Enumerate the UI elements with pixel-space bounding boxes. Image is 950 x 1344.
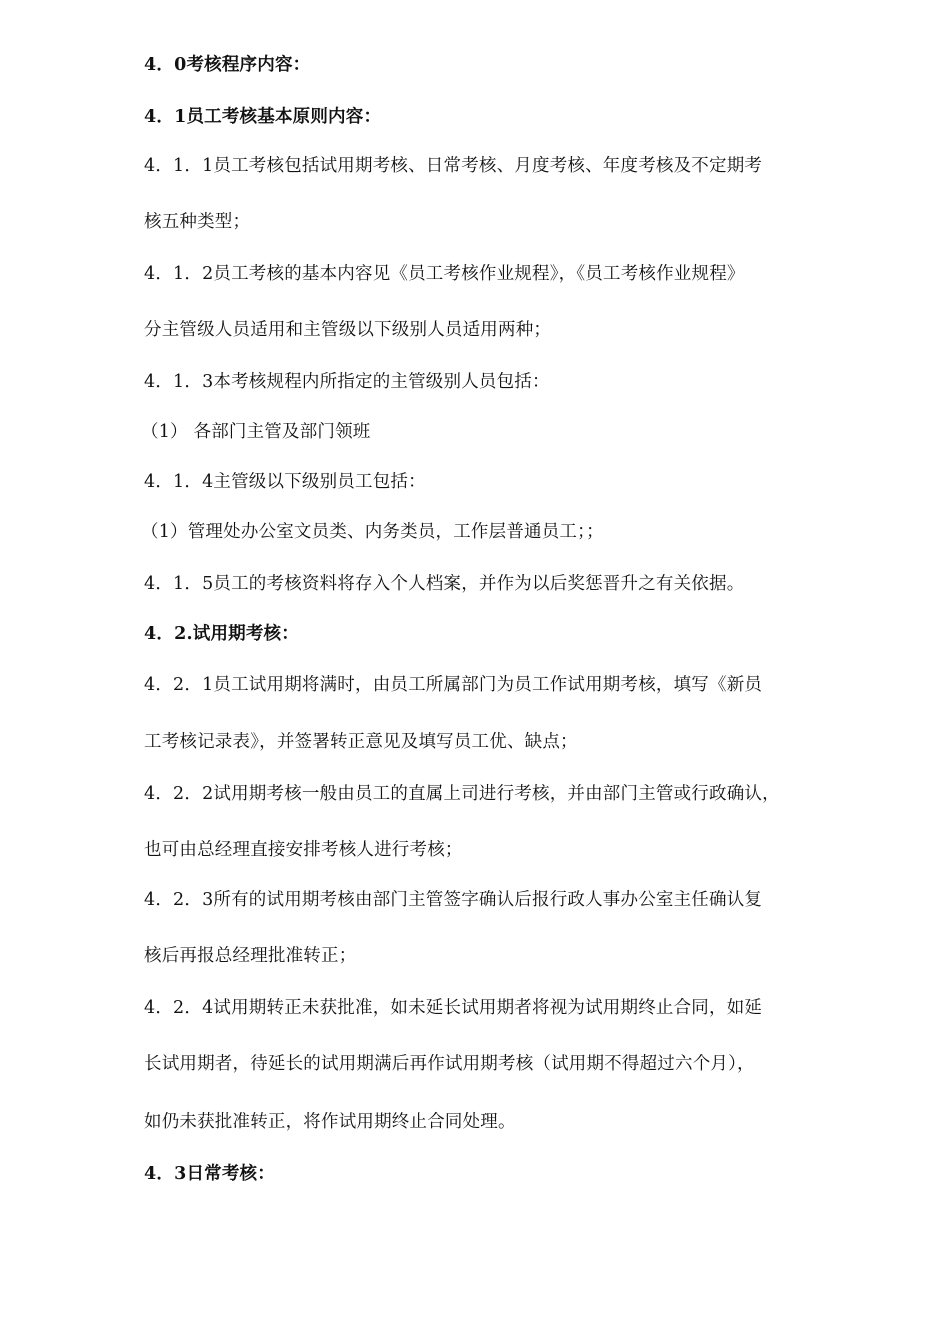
paragraph-4-1-2-line-2: 分主管级人员适用和主管级以下级别人员适用两种；	[144, 320, 552, 340]
paragraph-4-2-4-line-3: 如仍未获批准转正，将作试用期终止合同处理。	[144, 1112, 516, 1132]
paragraph-4-2-2-line-2: 也可由总经理直接安排考核人进行考核；	[144, 840, 463, 860]
paragraph-4-1-2-line-1: 4．1．2员工考核的基本内容见《员工考核作业规程》，《员工考核作业规程》	[144, 264, 745, 284]
paragraph-4-2-3-line-1: 4．2．3所有的试用期考核由部门主管签字确认后报行政人事办公室主任确认复	[144, 890, 763, 910]
paragraph-4-2-3-line-2: 核后再报总经理批准转正；	[144, 946, 357, 966]
paragraph-4-2-1-line-2: 工考核记录表》，并签署转正意见及填写员工优、缺点；	[144, 732, 578, 752]
paragraph-4-1-3: 4．1．3本考核规程内所指定的主管级别人员包括：	[144, 372, 550, 392]
section-heading-4-2: 4．2.试用期考核：	[144, 624, 299, 644]
section-heading-4-3: 4．3日常考核：	[144, 1164, 275, 1184]
paragraph-4-2-4-line-1: 4．2．4试用期转正未获批准，如未延长试用期者将视为试用期终止合同，如延	[144, 998, 763, 1018]
paragraph-4-2-4-line-2: 长试用期者，待延长的试用期满后再作试用期考核（试用期不得超过六个月），	[144, 1054, 755, 1074]
paragraph-4-1-1-line-2: 核五种类型；	[144, 212, 251, 232]
section-heading-4-0: 4．0考核程序内容：	[144, 55, 311, 75]
list-item-staff: （1）管理处办公室文员类、内务类员，工作层普通员工；；	[141, 522, 604, 542]
paragraph-4-2-2-line-1: 4．2．2试用期考核一般由员工的直属上司进行考核，并由部门主管或行政确认，	[144, 784, 780, 804]
paragraph-4-1-5: 4．1．5员工的考核资料将存入个人档案，并作为以后奖惩晋升之有关依据。	[144, 574, 745, 594]
paragraph-4-1-1-line-1: 4．1．1员工考核包括试用期考核、日常考核、月度考核、年度考核及不定期考	[144, 156, 763, 176]
paragraph-4-2-1-line-1: 4．2．1员工试用期将满时，由员工所属部门为员工作试用期考核，填写《新员	[144, 675, 763, 695]
list-item-managers: （1） 各部门主管及部门领班	[141, 422, 371, 442]
paragraph-4-1-4: 4．1．4主管级以下级别员工包括：	[144, 472, 426, 492]
section-heading-4-1: 4．1员工考核基本原则内容：	[144, 107, 382, 127]
